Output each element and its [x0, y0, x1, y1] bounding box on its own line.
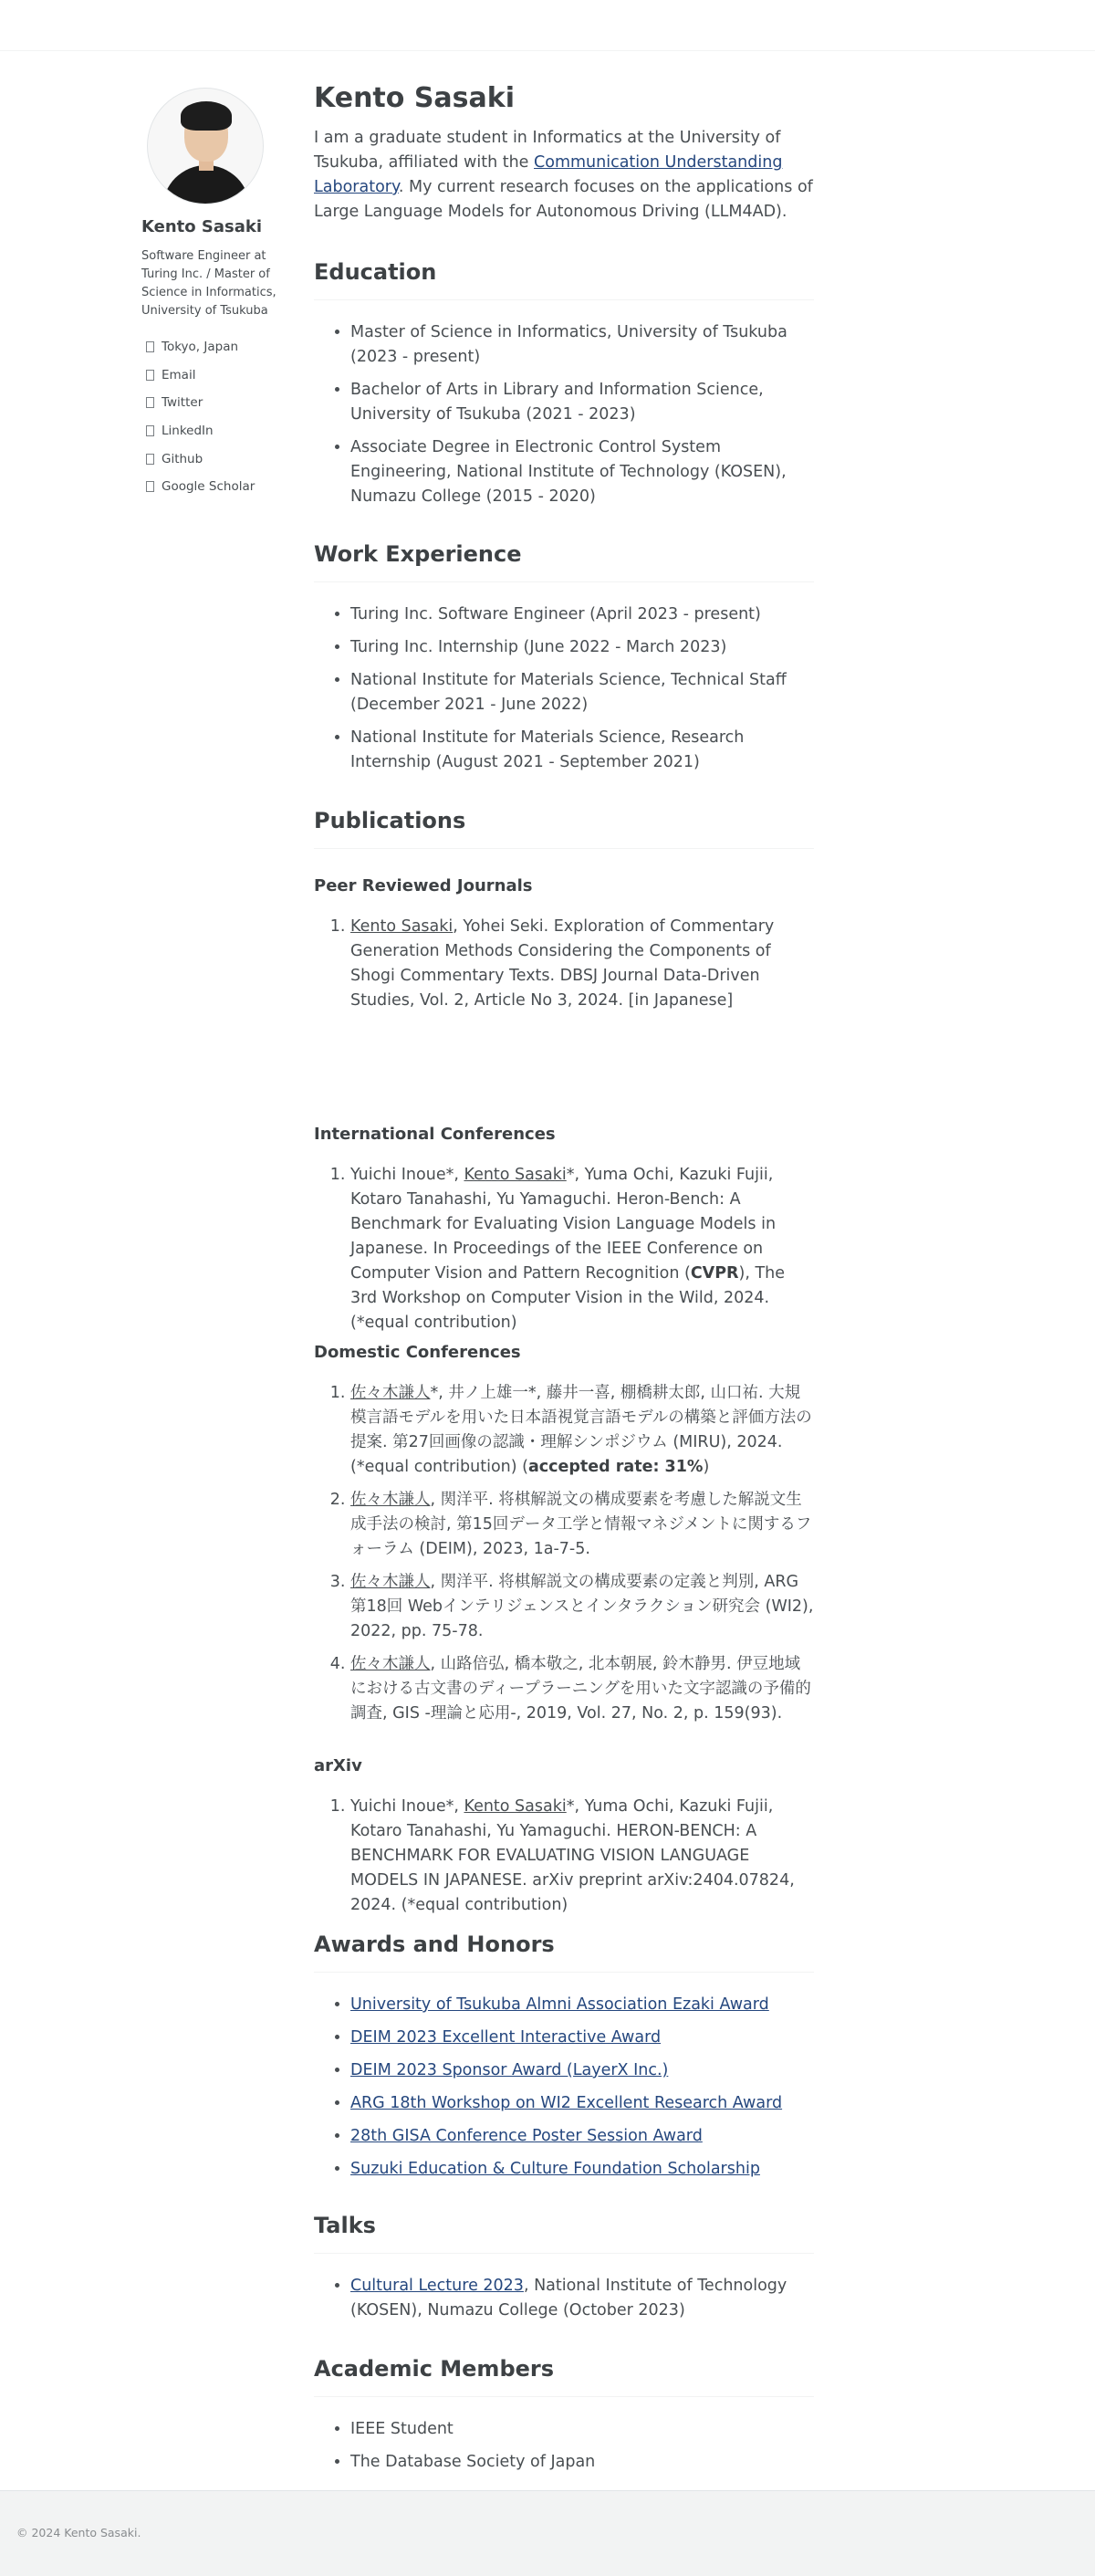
- education-heading: Education: [314, 257, 814, 300]
- author-link-email[interactable]: [141, 361, 278, 390]
- members-list: [314, 2417, 814, 2475]
- talks-heading: Talks: [314, 2211, 814, 2254]
- self-author: Kento Sasaki: [464, 1166, 567, 1184]
- list-item: • The Database Society of Japan: [350, 2450, 814, 2475]
- list-item: [350, 2091, 814, 2116]
- list-item: [350, 1795, 814, 1918]
- award-link[interactable]: 28th GISA Conference Poster Session Award: [350, 2127, 703, 2145]
- arxiv-list: [314, 1795, 814, 1918]
- talk-text: , National Institute of Technology (KOSEN), Numazu College (October 2023): [350, 2277, 787, 2319]
- linkedin-icon: [146, 425, 154, 436]
- citation-text: *, Yuma Ochi, Kazuki Fujii, Kotaro Tanahashi, Yu Yamaguchi. HERON-BENCH: A BENCHMARK FOR EVALUATING VISION LANGUAGE MODELS IN JAPANESE. arXiv preprint arXiv:2404.07824, 2024. (*equal contribution): [350, 1797, 795, 1914]
- publications-section: [314, 806, 814, 849]
- author-link-label[interactable]: Email: [162, 367, 196, 382]
- citation-text: , 山路倍弘, 橋本敬之, 北本朝展, 鈴木静男. 伊豆地域における古文書のディープラーニングを用いた文字認識の予備的調査, GIS -理論と応用-, 2019, Vol. 27, No. 2, p. 159(93).: [350, 1655, 811, 1723]
- accept-rate-bold: accepted rate: 31%: [527, 1458, 704, 1476]
- lab-link[interactable]: Communication Understanding Laboratory: [314, 153, 783, 196]
- list-item: [350, 2026, 814, 2050]
- journals-list: [314, 915, 814, 1013]
- self-author: Kento Sasaki: [350, 917, 454, 936]
- list-item: [350, 1381, 814, 1480]
- list-item: • Bachelor of Arts in Library and Information Science, University of Tsukuba (2021 - 2023): [350, 378, 814, 427]
- author-link-label: Tokyo, Japan: [162, 340, 239, 355]
- self-author: 佐々木謙人: [350, 1491, 431, 1509]
- citation-text: Yuichi Inoue*,: [350, 1797, 464, 1816]
- author-link-linkedin[interactable]: [141, 417, 278, 445]
- self-author: 佐々木謙人: [350, 1384, 431, 1402]
- author-link-google-scholar[interactable]: [141, 473, 278, 501]
- award-link[interactable]: ARG 18th Workshop on WI2 Excellent Research Award: [350, 2094, 783, 2112]
- list-item: [350, 1652, 814, 1726]
- masthead: [0, 0, 1095, 51]
- list-item: [350, 1570, 814, 1644]
- author-link-location: [141, 333, 278, 361]
- citation-text: , 関洋平. 将棋解説文の構成要素の定義と判別, ARG 第18回 Webインテリジェンスとインタラクション研究会 (WI2), 2022, pp. 75-78.: [350, 1573, 814, 1640]
- self-author: 佐々木謙人: [350, 1573, 431, 1591]
- author-link-label[interactable]: Github: [162, 451, 203, 466]
- members-section: [314, 2354, 814, 2483]
- awards-list: [314, 1993, 814, 2182]
- author-link-label[interactable]: LinkedIn: [162, 424, 214, 439]
- list-item: • National Institute for Materials Science, Technical Staff (December 2021 - June 2022): [350, 668, 814, 717]
- citation-text: ): [703, 1458, 710, 1476]
- main-content: [314, 80, 814, 2471]
- intro-text: I am a graduate student in Informatics at the University of Tsukuba, affiliated with the: [314, 129, 781, 172]
- award-link[interactable]: DEIM 2023 Sponsor Award (LayerX Inc.): [350, 2061, 669, 2079]
- arxiv-section: [314, 1754, 814, 1926]
- arxiv-heading: arXiv: [314, 1756, 362, 1775]
- author-link-github[interactable]: [141, 445, 278, 473]
- list-item: [350, 915, 814, 1013]
- list-item: [350, 2124, 814, 2149]
- work-section: [314, 539, 814, 783]
- list-item: [350, 1993, 814, 2017]
- citation-text: *, Yuma Ochi, Kazuki Fujii, Kotaro Tanahashi, Yu Yamaguchi. Heron-Bench: A Benchmark for Evaluating Vision Language Models in Japanese. In Proceedings of the IEEE Conference on Computer Vision and Pattern Recognition (: [350, 1166, 777, 1283]
- author-link-label[interactable]: Google Scholar: [162, 479, 256, 495]
- awards-heading: Awards and Honors: [314, 1930, 814, 1973]
- list-item: [350, 2157, 814, 2182]
- citation-text: *, 井ノ上雄一*, 藤井一喜, 棚橋耕太郎, 山口祐. 大規模言語モデルを用いた日本語視覚言語モデルの構築と評価方法の提案. 第27回画像の認識・理解シンポジウム (MIRU), 2024. (*equal contribution) (: [350, 1384, 812, 1476]
- members-heading: Academic Members: [314, 2354, 814, 2397]
- work-list: [314, 602, 814, 775]
- award-link[interactable]: Suzuki Education & Culture Foundation Scholarship: [350, 2160, 760, 2178]
- list-item: [350, 2274, 814, 2323]
- list-item: [350, 2058, 814, 2083]
- venue-bold: CVPR: [690, 1264, 739, 1283]
- list-item: • National Institute for Materials Science, Research Internship (August 2021 - September 2021): [350, 726, 814, 775]
- education-list: [314, 320, 814, 509]
- author-links: [141, 333, 278, 501]
- author-link-label[interactable]: Twitter: [162, 395, 203, 411]
- intl-conferences-heading: International Conferences: [314, 1125, 556, 1144]
- intl-conferences-section: [314, 1123, 814, 1344]
- citation-text: , 関洋平. 将棋解説文の構成要素を考慮した解説文生成手法の検討, 第15回データ工学と情報マネジメントに関するフォーラム (DEIM), 2023, 1a-7-5.: [350, 1491, 812, 1558]
- list-item: • Master of Science in Informatics, University of Tsukuba (2023 - present): [350, 320, 814, 370]
- self-author: Kento Sasaki: [464, 1797, 567, 1816]
- citation-text: ), The 3rd Workshop on Computer Vision in the Wild, 2024. (*equal contribution): [350, 1264, 786, 1332]
- page-footer: [0, 2490, 1095, 2576]
- list-item: [350, 1163, 814, 1335]
- copyright-text: © 2024 Kento Sasaki.: [16, 2526, 141, 2539]
- talk-link[interactable]: Cultural Lecture 2023: [350, 2277, 524, 2295]
- list-item: • Turing Inc. Software Engineer (April 2023 - present): [350, 602, 814, 627]
- journals-heading: Peer Reviewed Journals: [314, 876, 533, 895]
- github-icon: [146, 454, 154, 465]
- twitter-icon: [146, 397, 154, 408]
- avatar: [147, 88, 264, 204]
- talks-list: [314, 2274, 814, 2323]
- publications-heading: Publications: [314, 806, 814, 849]
- intro-paragraph: [314, 126, 814, 225]
- domestic-conferences-section: [314, 1341, 814, 1734]
- education-section: [314, 257, 814, 518]
- location-icon: [146, 341, 154, 352]
- envelope-icon: [146, 370, 154, 381]
- journals-section: [314, 874, 814, 1021]
- list-item: • IEEE Student: [350, 2417, 814, 2442]
- list-item: [350, 1488, 814, 1562]
- list-item: • Associate Degree in Electronic Control System Engineering, National Institute of Technology (KOSEN), Numazu College (2015 - 2020): [350, 435, 814, 509]
- intl-conferences-list: [314, 1163, 814, 1335]
- graduation-cap-icon: [146, 481, 154, 492]
- author-link-twitter[interactable]: [141, 389, 278, 417]
- intro-text: . My current research focuses on the applications of Large Language Models for Autonomous Driving (LLM4AD).: [314, 178, 813, 221]
- domestic-conferences-heading: Domestic Conferences: [314, 1343, 521, 1362]
- author-bio: Software Engineer at Turing Inc. / Master of Science in Informatics, University of Tsukuba: [141, 249, 276, 318]
- author-sidebar: [141, 88, 278, 501]
- citation-text: , Yohei Seki. Exploration of Commentary Generation Methods Considering the Components of Shogi Commentary Texts. DBSJ Journal Data-Driven Studies, Vol. 2, Article No 3, 2024. [in Japanese]: [350, 917, 775, 1010]
- page-title: Kento Sasaki: [314, 82, 516, 114]
- self-author: 佐々木謙人: [350, 1655, 431, 1673]
- work-heading: Work Experience: [314, 539, 814, 582]
- awards-section: [314, 1930, 814, 2190]
- domestic-conferences-list: [314, 1381, 814, 1726]
- award-link[interactable]: DEIM 2023 Excellent Interactive Award: [350, 2028, 662, 2047]
- citation-text: Yuichi Inoue*,: [350, 1166, 464, 1184]
- award-link[interactable]: University of Tsukuba Almni Association Ezaki Award: [350, 1995, 769, 2014]
- author-name: Kento Sasaki: [141, 217, 263, 236]
- list-item: • Turing Inc. Internship (June 2022 - March 2023): [350, 635, 814, 660]
- talks-section: [314, 2211, 814, 2331]
